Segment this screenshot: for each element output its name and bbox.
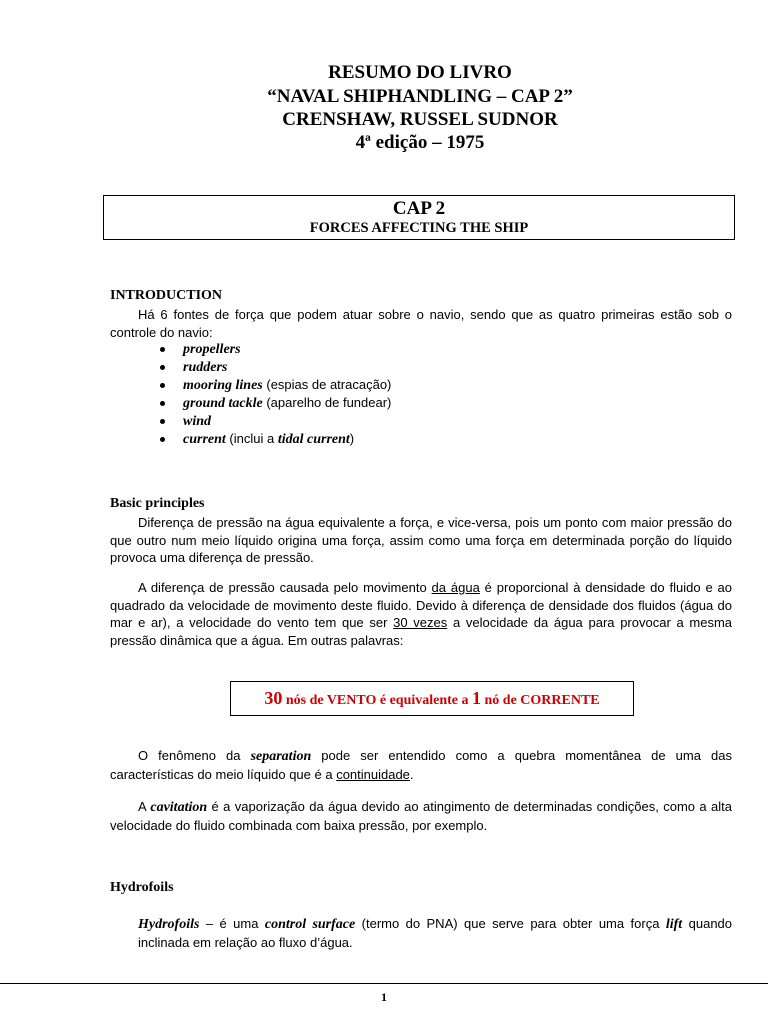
list-item: propellers: [160, 340, 391, 358]
list-item: ground tackle (aparelho de fundear): [160, 394, 391, 412]
hydrofoils-paragraph: Hydrofoils – é uma control surface (termo do PNA) que serve para obter uma força lift quando inclinada em relação ao fluxo d’água.: [138, 916, 733, 950]
separation-paragraph: O fenômeno da separation pode ser entendido como a quebra momentânea de uma das características do meio líquido que é a continuidade.: [110, 748, 732, 782]
doc-title-line-1: RESUMO DO LIVRO: [328, 62, 512, 83]
doc-title-line-2: “NAVAL SHIPHANDLING – CAP 2”: [267, 86, 573, 107]
footer-divider: [0, 983, 768, 984]
wind-current-equivalence-box: 30 nós de VENTO é equivalente a 1 nó de CORRENTE: [230, 681, 634, 716]
introduction-heading: INTRODUCTION: [110, 288, 223, 303]
list-item: wind: [160, 412, 391, 430]
list-item: mooring lines (espias de atracação): [160, 376, 391, 394]
list-item: rudders: [160, 358, 391, 376]
basic-paragraph-1: Diferença de pressão na água equivalente a força, e vice-versa, pois um ponto com maior pressão do que outro num meio líquido origina uma força, assim como uma força em determinada porção do líquido provoca uma diferença de pressão.: [110, 515, 732, 566]
basic-principles-heading: Basic principles: [110, 496, 205, 511]
cavitation-paragraph: A cavitation é a vaporização da água devido ao atingimento de determinadas condições, como a alta velocidade do fluido combinada com baixa pressão, por exemplo.: [110, 799, 732, 833]
hydrofoils-heading: Hydrofoils: [110, 880, 174, 895]
force-source-list: [160, 340, 391, 448]
doc-title-line-3: CRENSHAW, RUSSEL SUDNOR: [282, 109, 558, 130]
doc-title-line-4: 4ª edição – 1975: [355, 132, 485, 153]
page-number: 1: [381, 990, 387, 1004]
chapter-title: FORCES AFFECTING THE SHIP: [309, 220, 529, 236]
introduction-paragraph: Há 6 fontes de força que podem atuar sobre o navio, sendo que as quatro primeiras estão sob o controle do navio:: [110, 307, 732, 340]
list-item: current (inclui a tidal current): [160, 430, 391, 448]
basic-paragraph-2: A diferença de pressão causada pelo movimento da água é proporcional à densidade do fluido e ao quadrado da velocidade de movimento deste fluido. Devido à diferença de densidade dos fluidos (água do mar e ar), a velocidade do vento tem que ser 30 vezes a velocidade da água para provocar a mesma pressão dinâmica que a água. Em outras palavras:: [110, 580, 733, 648]
chapter-number: CAP 2: [392, 198, 446, 219]
chapter-box: [103, 195, 735, 240]
